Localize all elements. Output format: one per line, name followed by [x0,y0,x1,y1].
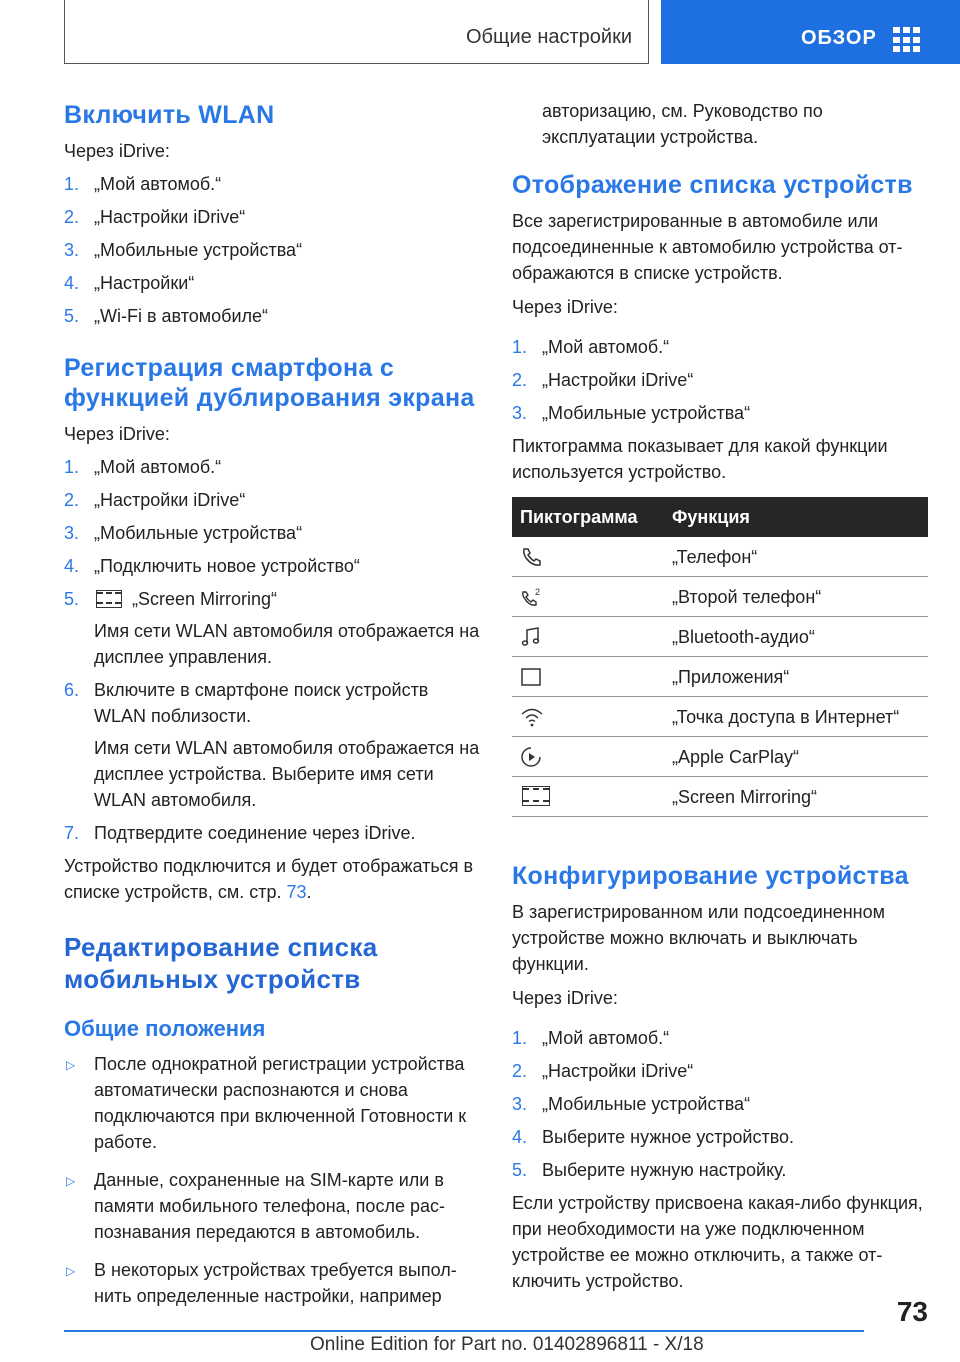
heading-register-smartphone: Регистрация смартфона с функцией дублирования экрана [64,354,475,412]
list-item: 7. Подтвердите соединение через iDrive. [64,823,416,843]
list-item: 1. „Мой автомоб.“ [512,1028,670,1048]
bullet-continuation: авторизацию, см. Руководство по эксплуатации устройства. [542,101,823,147]
mirroring-steps-list [64,454,484,846]
wlan-steps-list [64,171,484,329]
table-header-row [512,497,928,537]
list-item: 5. Выберите нужную настройку. [512,1160,787,1180]
list-item: 2. „Настройки iDrive“ [512,1061,694,1081]
configure-outro: Если устройству присвоена какая-либо функция, при необходимости на уже подключенном устройстве ее можно отключить, а также отключить устройство. [512,1193,923,1291]
second-phone-icon [520,586,544,608]
table-row: „Screen Mirroring“ [512,777,928,817]
table-row: „Телефон“ [512,537,928,577]
list-item: 4. Выберите нужное устройство. [512,1127,795,1147]
column-header-function: Функция [664,497,928,537]
screen-mirroring-icon [522,786,550,806]
list-item: ▷ После однократной регистрации устройства автоматически распознаются и снова подключаются при включенной Готовности к работе. [66,1054,467,1152]
list-item: 4. „Настройки“ [64,273,195,293]
via-idrive-text: Через iDrive: [512,297,618,317]
pictogram-table [512,497,928,817]
via-idrive-text: Через iDrive: [64,424,170,444]
page-link[interactable]: 73 [286,882,307,902]
right-column [512,98,928,1301]
list-item: 3. „Мобильные устройства“ [64,523,303,543]
carplay-icon [520,746,542,768]
list-item: 2. „Настройки iDrive“ [64,490,246,510]
header-section-title: Общие настройки [466,26,632,48]
heading-enable-wlan: Включить WLAN [64,101,275,129]
table-row: „Apple CarPlay“ [512,737,928,777]
list-item: 3. „Мобильные устройства“ [64,240,303,260]
list-item: 2. „Настройки iDrive“ [64,207,246,227]
grid-icon [893,27,921,53]
heading-device-list-display: Отображение списка устройств [512,171,913,199]
general-bullets [64,1051,484,1309]
table-row: „Bluetooth-аудио“ [512,617,928,657]
list-item: 3. „Мобильные устройства“ [512,403,751,423]
heading-edit-device-list: Редактирование списка мобильных устройств [64,932,378,994]
list-item: 6. Включите в смартфоне поиск устройств WLAN поблизости. Имя сети WLAN автомобиля отображается на дисплее устройства. Выберите имя сети WLAN автомобиля. [64,680,480,810]
column-header-pictogram: Пиктограмма [512,497,664,537]
list-item: 3. „Мобильные устройства“ [512,1094,751,1114]
configure-steps [512,1025,928,1183]
list-item: 4. „Подключить новое устройство“ [64,556,360,576]
list-item: 5. „Wi-Fi в автомобиле“ [64,306,269,326]
svg-text:2: 2 [535,586,541,597]
configure-intro: В зарегистрированном или подсоединенном устройстве можно включать и выключать функции. [512,902,885,974]
overview-tab-label: ОБЗОР [801,27,877,49]
via-idrive-text: Через iDrive: [512,988,618,1008]
list-item: 1. „Мой автомоб.“ [64,174,222,194]
screen-mirroring-icon [96,590,122,608]
table-row: „Точка доступа в Интернет“ [512,697,928,737]
pictogram-note: Пиктограмма показывает для какой функции используется устройство. [512,436,888,482]
list-item: ▷ В некоторых устройствах требуется выполнить определенные настройки, например [66,1260,457,1306]
device-list-intro: Все зарегистрированные в автомобиле или подсоединенные к автомобилю устройства отображаются в списке устройств. [512,211,903,283]
header-section-box [64,0,649,64]
list-item: 1. „Мой автомоб.“ [64,457,222,477]
table-row: 2 „Второй телефон“ [512,577,928,617]
footer-divider [64,1330,864,1332]
list-item: ▷ Данные, сохраненные на SIM-карте или в памяти мобильного телефона, после распознавания передаются в автомобиль. [66,1170,445,1242]
phone-icon [520,546,542,568]
overview-tab[interactable] [661,0,960,64]
page-number: 73 [896,1296,928,1327]
music-note-icon [520,626,542,648]
device-list-steps [512,334,928,426]
apps-square-icon [520,666,542,688]
connection-outro: Устройство подключится и будет отображаться в списке устройств, см. стр. 73. [64,856,474,902]
footer-edition: Online Edition for Part no. 01402896811 - X/18 [310,1334,704,1355]
heading-configure-device: Конфигурирование устройства [512,862,909,890]
list-item: 2. „Настройки iDrive“ [512,370,694,390]
via-idrive-text: Через iDrive: [64,141,170,161]
heading-general: Общие положения [64,1016,266,1041]
wifi-icon [520,706,544,728]
list-item: 1. „Мой автомоб.“ [512,337,670,357]
left-column [64,98,484,1316]
table-row: „Приложения“ [512,657,928,697]
list-item: 5. „Screen Mirroring“ Имя сети WLAN автомобиля отображается на дисплее управления. [64,589,480,667]
